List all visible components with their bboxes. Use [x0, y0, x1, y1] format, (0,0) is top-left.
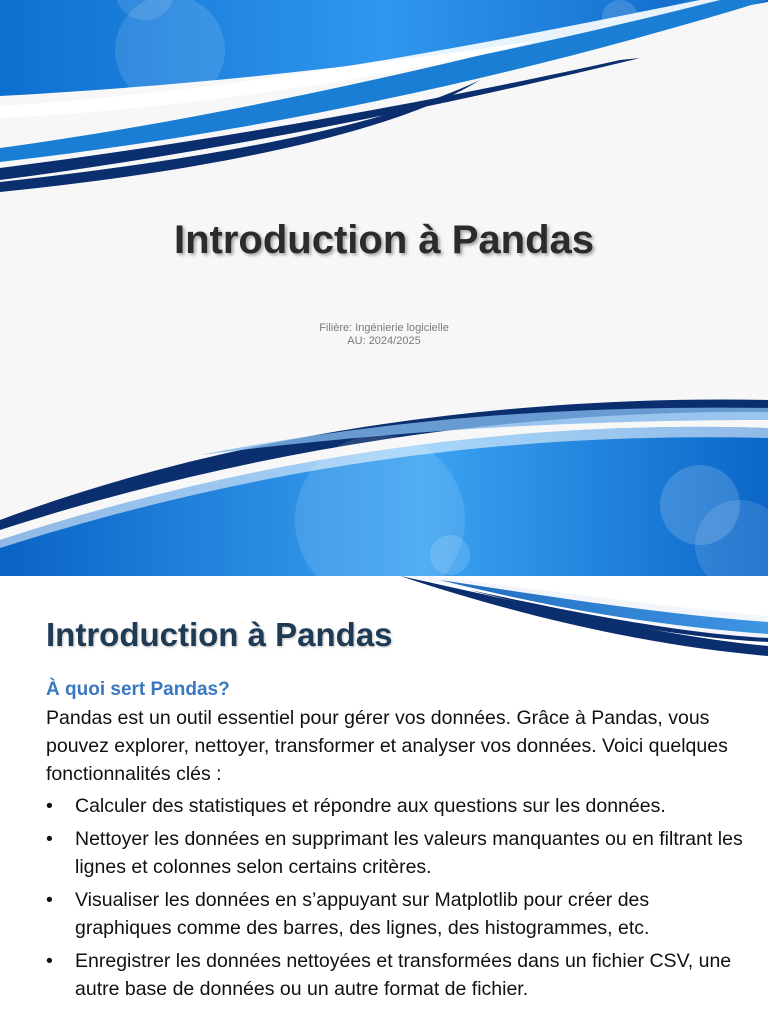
- bullet-icon: •: [46, 795, 53, 817]
- list-item-text: Visualiser les données en s’appuyant sur Matplotlib pour créer des graphiques comme des barres, des lignes, des histogrammes, etc.: [75, 889, 650, 939]
- feature-list: [46, 792, 746, 1003]
- subtitle-program: Filière: Ingénierie logicielle: [319, 322, 449, 334]
- slide-subtitle: [0, 322, 768, 348]
- content-body: [46, 676, 746, 1008]
- list-item-text: Enregistrer les données nettoyées et transformées dans un fichier CSV, une autre base de données ou un autre format de fichier.: [75, 950, 732, 1000]
- list-item-text: Nettoyer les données en supprimant les valeurs manquantes ou en filtrant les lignes et colonnes selon certains critères.: [75, 828, 743, 878]
- list-item: [46, 792, 746, 820]
- intro-paragraph: Pandas est un outil essentiel pour gérer vos données. Grâce à Pandas, vous pouvez explorer, nettoyer, transformer et analyser vos données. Voici quelques fonctionnalités clés :: [46, 707, 728, 785]
- bullet-icon: •: [46, 828, 53, 850]
- list-item-text: Calculer des statistiques et répondre aux questions sur les données.: [75, 795, 666, 817]
- content-title: Introduction à Pandas: [46, 616, 393, 653]
- slide-title: Introduction à Pandas: [173, 218, 595, 262]
- content-slide: [0, 576, 768, 1024]
- list-item: [46, 825, 746, 881]
- section-heading: À quoi sert Pandas?: [46, 679, 230, 700]
- bullet-icon: •: [46, 950, 53, 972]
- bullet-icon: •: [46, 889, 53, 911]
- list-item: [46, 886, 746, 942]
- list-item: [46, 947, 746, 1003]
- subtitle-academic-year: AU: 2024/2025: [347, 335, 421, 347]
